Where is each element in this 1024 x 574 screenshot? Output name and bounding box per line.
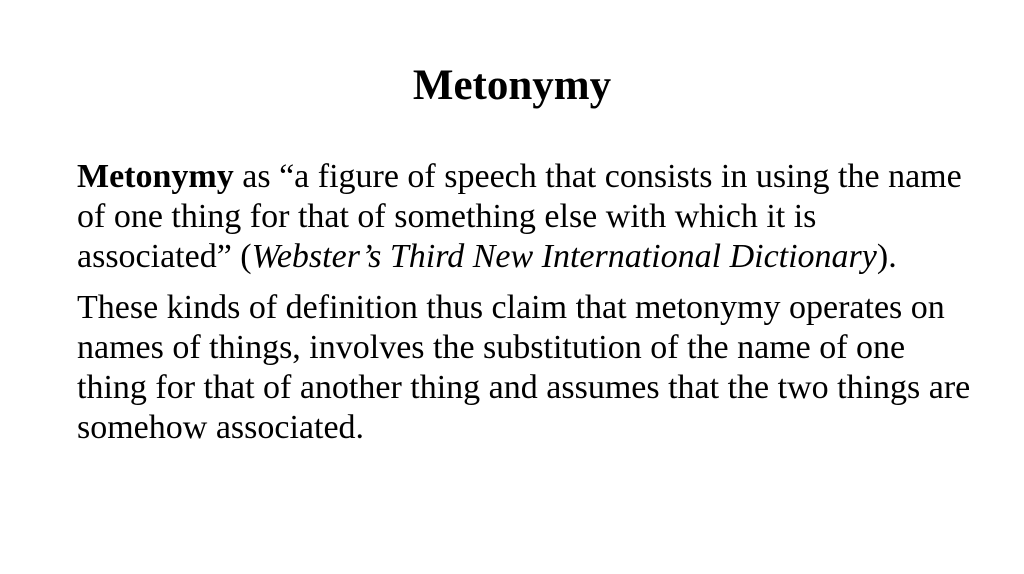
definition-closing: ). bbox=[876, 238, 897, 275]
defined-term: Metonymy bbox=[77, 158, 234, 195]
explanation-paragraph: These kinds of definition thus claim that metonymy operates on names of things, involves the substitution of the name of one thing for that of another thing and assumes that the two things are somehow associated. bbox=[77, 289, 971, 446]
slide-title: Metonymy bbox=[412, 62, 612, 109]
slide-body bbox=[77, 157, 977, 448]
definition-text: as “a figure of speech that consists in using the name of one thing for that of something else with which it is associated” ( bbox=[77, 158, 962, 275]
source-title: Webster’s Third New International Dictionary bbox=[251, 238, 877, 275]
definition-paragraph bbox=[77, 157, 977, 277]
